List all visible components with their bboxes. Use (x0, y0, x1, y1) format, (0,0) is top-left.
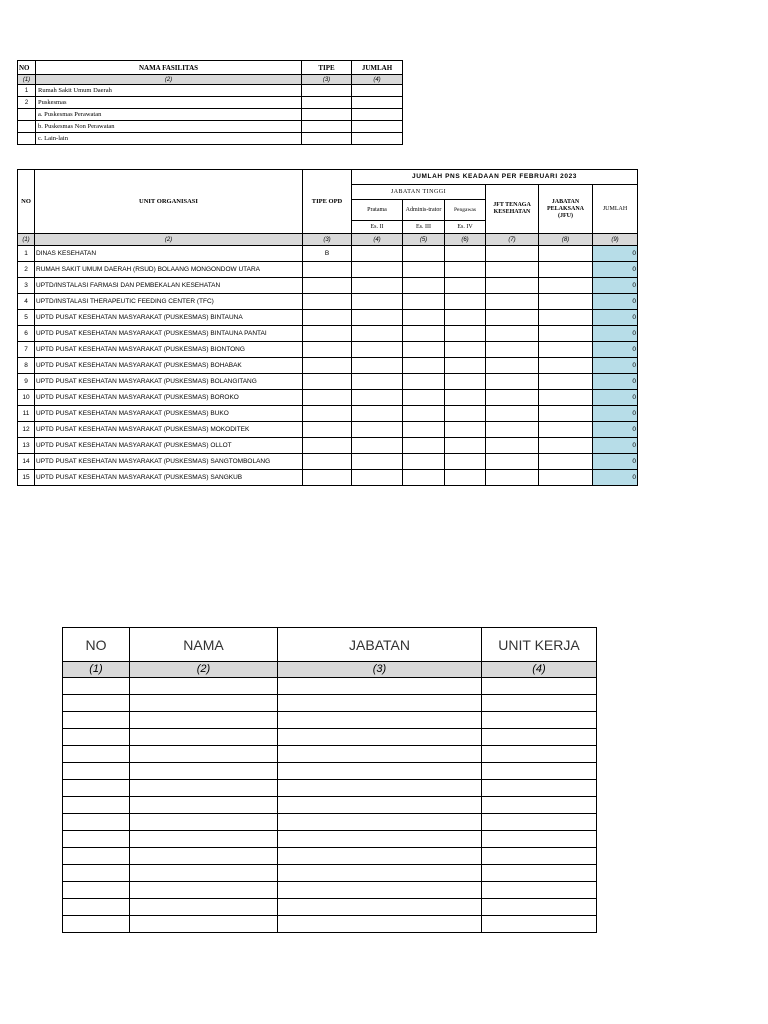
header-nama: NAMA (130, 628, 278, 662)
row-administrator (403, 422, 445, 438)
row-unit-kerja (482, 865, 597, 882)
row-pratama (352, 406, 403, 422)
row-jabatan (278, 797, 482, 814)
row-pengawas (445, 310, 486, 326)
row-jfu (539, 262, 593, 278)
header-es-iii: Es. III (403, 221, 445, 234)
row-no: 8 (18, 358, 35, 374)
row-jumlah: 0 (593, 390, 638, 406)
row-no: 4 (18, 294, 35, 310)
row-no: 7 (18, 342, 35, 358)
row-pratama (352, 438, 403, 454)
index-cell: (9) (593, 234, 638, 246)
header-no: NO (63, 628, 130, 662)
facility-row (18, 85, 403, 97)
facility-tipe (302, 97, 352, 109)
row-jumlah: 0 (593, 374, 638, 390)
row-no (63, 899, 130, 916)
row-jft (486, 310, 539, 326)
row-jft (486, 406, 539, 422)
facility-row (18, 121, 403, 133)
row-no (63, 678, 130, 695)
row-pratama (352, 262, 403, 278)
row-jft (486, 470, 539, 486)
row-jabatan (278, 712, 482, 729)
row-jabatan (278, 916, 482, 933)
row-jumlah: 0 (593, 422, 638, 438)
row-unit-organisasi: UPTD PUSAT KESEHATAN MASYARAKAT (PUSKESMAS) SANGKUB (35, 470, 303, 486)
row-unit-kerja (482, 831, 597, 848)
index-cell: (1) (18, 234, 35, 246)
row-nama (130, 848, 278, 865)
index-cell: (5) (403, 234, 445, 246)
index-cell: (2) (130, 662, 278, 678)
facility-no: 2 (18, 97, 36, 109)
row-jft (486, 422, 539, 438)
row-pengawas (445, 246, 486, 262)
table-row (18, 262, 638, 278)
row-administrator (403, 390, 445, 406)
row-unit-kerja (482, 916, 597, 933)
row-no (63, 865, 130, 882)
row-unit-organisasi: UPTD PUSAT KESEHATAN MASYARAKAT (PUSKESMAS) OLLOT (35, 438, 303, 454)
row-no (63, 797, 130, 814)
pns-table-header-row-1 (18, 170, 638, 185)
row-nama (130, 780, 278, 797)
employee-table-header (63, 628, 597, 662)
employee-row (63, 678, 597, 695)
row-jumlah: 0 (593, 262, 638, 278)
row-jabatan (278, 814, 482, 831)
row-administrator (403, 278, 445, 294)
row-nama (130, 831, 278, 848)
facility-jumlah (352, 109, 403, 121)
row-no: 5 (18, 310, 35, 326)
row-pratama (352, 374, 403, 390)
row-pratama (352, 422, 403, 438)
row-nama (130, 916, 278, 933)
row-pengawas (445, 326, 486, 342)
facility-tipe (302, 121, 352, 133)
row-no: 10 (18, 390, 35, 406)
employee-row (63, 763, 597, 780)
row-no (63, 729, 130, 746)
row-unit-kerja (482, 763, 597, 780)
row-no: 9 (18, 374, 35, 390)
row-nama (130, 695, 278, 712)
row-nama (130, 865, 278, 882)
employee-row (63, 831, 597, 848)
row-jabatan (278, 678, 482, 695)
pns-table (17, 169, 638, 486)
header-pengawas: Pengawas (445, 200, 486, 221)
employee-row (63, 780, 597, 797)
header-nama-fasilitas: NAMA FASILITAS (36, 61, 302, 75)
row-jumlah: 0 (593, 326, 638, 342)
row-pratama (352, 390, 403, 406)
facility-no (18, 133, 36, 145)
facility-row (18, 97, 403, 109)
facility-jumlah (352, 85, 403, 97)
row-nama (130, 729, 278, 746)
row-jfu (539, 422, 593, 438)
row-no: 6 (18, 326, 35, 342)
row-jabatan (278, 865, 482, 882)
facility-no (18, 121, 36, 133)
row-administrator (403, 438, 445, 454)
row-pratama (352, 246, 403, 262)
row-pengawas (445, 406, 486, 422)
row-jumlah: 0 (593, 406, 638, 422)
row-jumlah: 0 (593, 438, 638, 454)
row-tipe-opd (303, 342, 352, 358)
index-cell: (2) (36, 75, 302, 85)
row-jfu (539, 374, 593, 390)
row-unit-kerja (482, 729, 597, 746)
header-jft-tenaga-kesehatan: JFT TENAGA KESEHATAN (486, 185, 539, 234)
row-no (63, 712, 130, 729)
table-row (18, 246, 638, 262)
employee-row (63, 882, 597, 899)
table-row (18, 422, 638, 438)
row-jft (486, 454, 539, 470)
facility-name: Rumah Sakit Umum Daerah (36, 85, 302, 97)
row-jft (486, 326, 539, 342)
row-jft (486, 294, 539, 310)
row-pengawas (445, 390, 486, 406)
row-pengawas (445, 470, 486, 486)
row-jabatan (278, 780, 482, 797)
employee-table (62, 627, 597, 933)
employee-row (63, 814, 597, 831)
facility-tipe (302, 133, 352, 145)
row-unit-organisasi: UPTD PUSAT KESEHATAN MASYARAKAT (PUSKESMAS) BINTAUNA (35, 310, 303, 326)
employee-row (63, 916, 597, 933)
facility-tipe (302, 85, 352, 97)
header-administrator: Adminis-trator (403, 200, 445, 221)
row-unit-kerja (482, 814, 597, 831)
row-administrator (403, 246, 445, 262)
row-nama (130, 899, 278, 916)
row-tipe-opd (303, 390, 352, 406)
row-tipe-opd (303, 278, 352, 294)
row-jumlah: 0 (593, 470, 638, 486)
row-unit-kerja (482, 695, 597, 712)
row-unit-kerja (482, 678, 597, 695)
row-pratama (352, 470, 403, 486)
row-jabatan (278, 882, 482, 899)
row-no (63, 695, 130, 712)
index-cell: (6) (445, 234, 486, 246)
row-pratama (352, 454, 403, 470)
row-administrator (403, 470, 445, 486)
row-unit-organisasi: UPTD PUSAT KESEHATAN MASYARAKAT (PUSKESMAS) BUKO (35, 406, 303, 422)
row-no (63, 763, 130, 780)
table-row (18, 454, 638, 470)
row-pengawas (445, 454, 486, 470)
employee-row (63, 695, 597, 712)
facility-tipe (302, 109, 352, 121)
row-jabatan (278, 831, 482, 848)
row-jft (486, 262, 539, 278)
row-unit-organisasi: UPTD PUSAT KESEHATAN MASYARAKAT (PUSKESMAS) BOLANGITANG (35, 374, 303, 390)
row-pengawas (445, 342, 486, 358)
row-unit-organisasi: RUMAH SAKIT UMUM DAERAH (RSUD) BOLAANG MONGONDOW UTARA (35, 262, 303, 278)
row-tipe-opd (303, 326, 352, 342)
row-pengawas (445, 262, 486, 278)
facility-table (17, 60, 403, 145)
row-jfu (539, 454, 593, 470)
row-unit-kerja (482, 712, 597, 729)
table-row (18, 278, 638, 294)
row-no (63, 814, 130, 831)
row-pengawas (445, 422, 486, 438)
row-pengawas (445, 294, 486, 310)
row-unit-organisasi: UPTD PUSAT KESEHATAN MASYARAKAT (PUSKESMAS) BOHABAK (35, 358, 303, 374)
row-jumlah: 0 (593, 246, 638, 262)
row-jft (486, 390, 539, 406)
row-jumlah: 0 (593, 342, 638, 358)
row-pengawas (445, 278, 486, 294)
row-tipe-opd (303, 438, 352, 454)
header-jabatan-tinggi: JABATAN TINGGI (352, 185, 486, 200)
row-no (63, 746, 130, 763)
row-no (63, 916, 130, 933)
row-jabatan (278, 763, 482, 780)
row-tipe-opd: B (303, 246, 352, 262)
employee-row (63, 712, 597, 729)
header-no: NO (18, 61, 36, 75)
index-cell: (2) (35, 234, 303, 246)
row-jft (486, 438, 539, 454)
row-jabatan (278, 695, 482, 712)
header-unit-organisasi: UNIT ORGANISASI (35, 170, 303, 234)
row-tipe-opd (303, 310, 352, 326)
index-cell: (7) (486, 234, 539, 246)
row-jumlah: 0 (593, 278, 638, 294)
row-pratama (352, 358, 403, 374)
row-administrator (403, 342, 445, 358)
row-unit-organisasi: UPTD PUSAT KESEHATAN MASYARAKAT (PUSKESMAS) BOROKO (35, 390, 303, 406)
row-unit-organisasi: UPTD PUSAT KESEHATAN MASYARAKAT (PUSKESMAS) SANGTOMBOLANG (35, 454, 303, 470)
row-no (63, 780, 130, 797)
row-unit-organisasi: UPTD PUSAT KESEHATAN MASYARAKAT (PUSKESMAS) BIONTONG (35, 342, 303, 358)
row-jfu (539, 278, 593, 294)
row-tipe-opd (303, 358, 352, 374)
row-administrator (403, 294, 445, 310)
row-jfu (539, 390, 593, 406)
facility-jumlah (352, 97, 403, 109)
row-jfu (539, 326, 593, 342)
facility-jumlah (352, 121, 403, 133)
header-jumlah: JUMLAH (593, 185, 638, 234)
row-no: 15 (18, 470, 35, 486)
facility-row (18, 133, 403, 145)
row-tipe-opd (303, 454, 352, 470)
employee-row (63, 797, 597, 814)
row-jfu (539, 438, 593, 454)
row-tipe-opd (303, 294, 352, 310)
row-jabatan (278, 746, 482, 763)
row-jfu (539, 470, 593, 486)
header-es-ii: Es. II (352, 221, 403, 234)
row-nama (130, 763, 278, 780)
facility-name: b. Puskesmas Non Perawatan (36, 121, 302, 133)
header-jabatan-pelaksana: JABATAN PELAKSANA (JFU) (539, 185, 593, 234)
row-pengawas (445, 438, 486, 454)
row-nama (130, 746, 278, 763)
header-tipe: TIPE (302, 61, 352, 75)
row-jft (486, 358, 539, 374)
row-unit-organisasi: UPTD/INSTALASI FARMASI DAN PEMBEKALAN KESEHATAN (35, 278, 303, 294)
row-pengawas (445, 374, 486, 390)
row-unit-kerja (482, 899, 597, 916)
row-jumlah: 0 (593, 454, 638, 470)
row-jfu (539, 294, 593, 310)
table-row (18, 390, 638, 406)
row-unit-organisasi: DINAS KESEHATAN (35, 246, 303, 262)
row-administrator (403, 326, 445, 342)
row-nama (130, 678, 278, 695)
employee-row (63, 848, 597, 865)
row-jfu (539, 246, 593, 262)
header-tipe-opd: TIPE OPD (303, 170, 352, 234)
facility-no (18, 109, 36, 121)
header-pratama: Pratama (352, 200, 403, 221)
row-pratama (352, 278, 403, 294)
row-pratama (352, 342, 403, 358)
row-jabatan (278, 848, 482, 865)
row-no: 12 (18, 422, 35, 438)
row-jumlah: 0 (593, 294, 638, 310)
row-pratama (352, 294, 403, 310)
row-jft (486, 278, 539, 294)
row-unit-kerja (482, 848, 597, 865)
header-no: NO (18, 170, 35, 234)
employee-row (63, 865, 597, 882)
index-cell: (1) (18, 75, 36, 85)
row-no (63, 882, 130, 899)
table-row (18, 342, 638, 358)
facility-row (18, 109, 403, 121)
row-jumlah: 0 (593, 310, 638, 326)
row-administrator (403, 358, 445, 374)
employee-table-index-row (63, 662, 597, 678)
table-row (18, 470, 638, 486)
row-unit-organisasi: UPTD PUSAT KESEHATAN MASYARAKAT (PUSKESMAS) BINTAUNA PANTAI (35, 326, 303, 342)
index-cell: (3) (303, 234, 352, 246)
facility-no: 1 (18, 85, 36, 97)
table-row (18, 358, 638, 374)
row-unit-kerja (482, 746, 597, 763)
row-nama (130, 712, 278, 729)
index-cell: (3) (302, 75, 352, 85)
facility-table-index-row (18, 75, 403, 85)
row-tipe-opd (303, 374, 352, 390)
row-no: 2 (18, 262, 35, 278)
row-administrator (403, 262, 445, 278)
row-tipe-opd (303, 470, 352, 486)
row-jfu (539, 358, 593, 374)
index-cell: (4) (352, 75, 403, 85)
row-tipe-opd (303, 406, 352, 422)
row-pengawas (445, 358, 486, 374)
row-administrator (403, 454, 445, 470)
header-jumlah-pns-group: JUMLAH PNS KEADAAN PER FEBRUARI 2023 (352, 170, 638, 185)
facility-name: Puskesmas (36, 97, 302, 109)
row-nama (130, 797, 278, 814)
row-jft (486, 342, 539, 358)
row-no: 11 (18, 406, 35, 422)
row-pratama (352, 326, 403, 342)
index-cell: (1) (63, 662, 130, 678)
row-pratama (352, 310, 403, 326)
row-jfu (539, 406, 593, 422)
row-unit-kerja (482, 797, 597, 814)
index-cell: (4) (352, 234, 403, 246)
employee-row (63, 729, 597, 746)
table-row (18, 438, 638, 454)
header-jabatan: JABATAN (278, 628, 482, 662)
row-jfu (539, 342, 593, 358)
facility-name: c. Lain-lain (36, 133, 302, 145)
employee-row (63, 746, 597, 763)
row-unit-organisasi: UPTD PUSAT KESEHATAN MASYARAKAT (PUSKESMAS) MOKODITEK (35, 422, 303, 438)
row-administrator (403, 374, 445, 390)
table-row (18, 326, 638, 342)
row-tipe-opd (303, 422, 352, 438)
row-no: 1 (18, 246, 35, 262)
row-no: 3 (18, 278, 35, 294)
row-no (63, 831, 130, 848)
row-tipe-opd (303, 262, 352, 278)
row-unit-organisasi: UPTD/INSTALASI THERAPEUTIC FEEDING CENTER (TFC) (35, 294, 303, 310)
row-jabatan (278, 899, 482, 916)
row-no: 14 (18, 454, 35, 470)
row-unit-kerja (482, 780, 597, 797)
row-no: 13 (18, 438, 35, 454)
row-administrator (403, 310, 445, 326)
row-no (63, 848, 130, 865)
table-row (18, 310, 638, 326)
index-cell: (3) (278, 662, 482, 678)
facility-jumlah (352, 133, 403, 145)
facility-table-header (18, 61, 403, 75)
header-unit-kerja: UNIT KERJA (482, 628, 597, 662)
header-es-iv: Es. IV (445, 221, 486, 234)
table-row (18, 294, 638, 310)
index-cell: (8) (539, 234, 593, 246)
pns-table-index-row (18, 234, 638, 246)
row-unit-kerja (482, 882, 597, 899)
row-nama (130, 882, 278, 899)
table-row (18, 406, 638, 422)
row-nama (130, 814, 278, 831)
index-cell: (4) (482, 662, 597, 678)
table-row (18, 374, 638, 390)
employee-row (63, 899, 597, 916)
facility-name: a. Puskesmas Perawatan (36, 109, 302, 121)
row-jft (486, 246, 539, 262)
row-administrator (403, 406, 445, 422)
row-jumlah: 0 (593, 358, 638, 374)
row-jfu (539, 310, 593, 326)
row-jft (486, 374, 539, 390)
row-jabatan (278, 729, 482, 746)
header-jumlah: JUMLAH (352, 61, 403, 75)
